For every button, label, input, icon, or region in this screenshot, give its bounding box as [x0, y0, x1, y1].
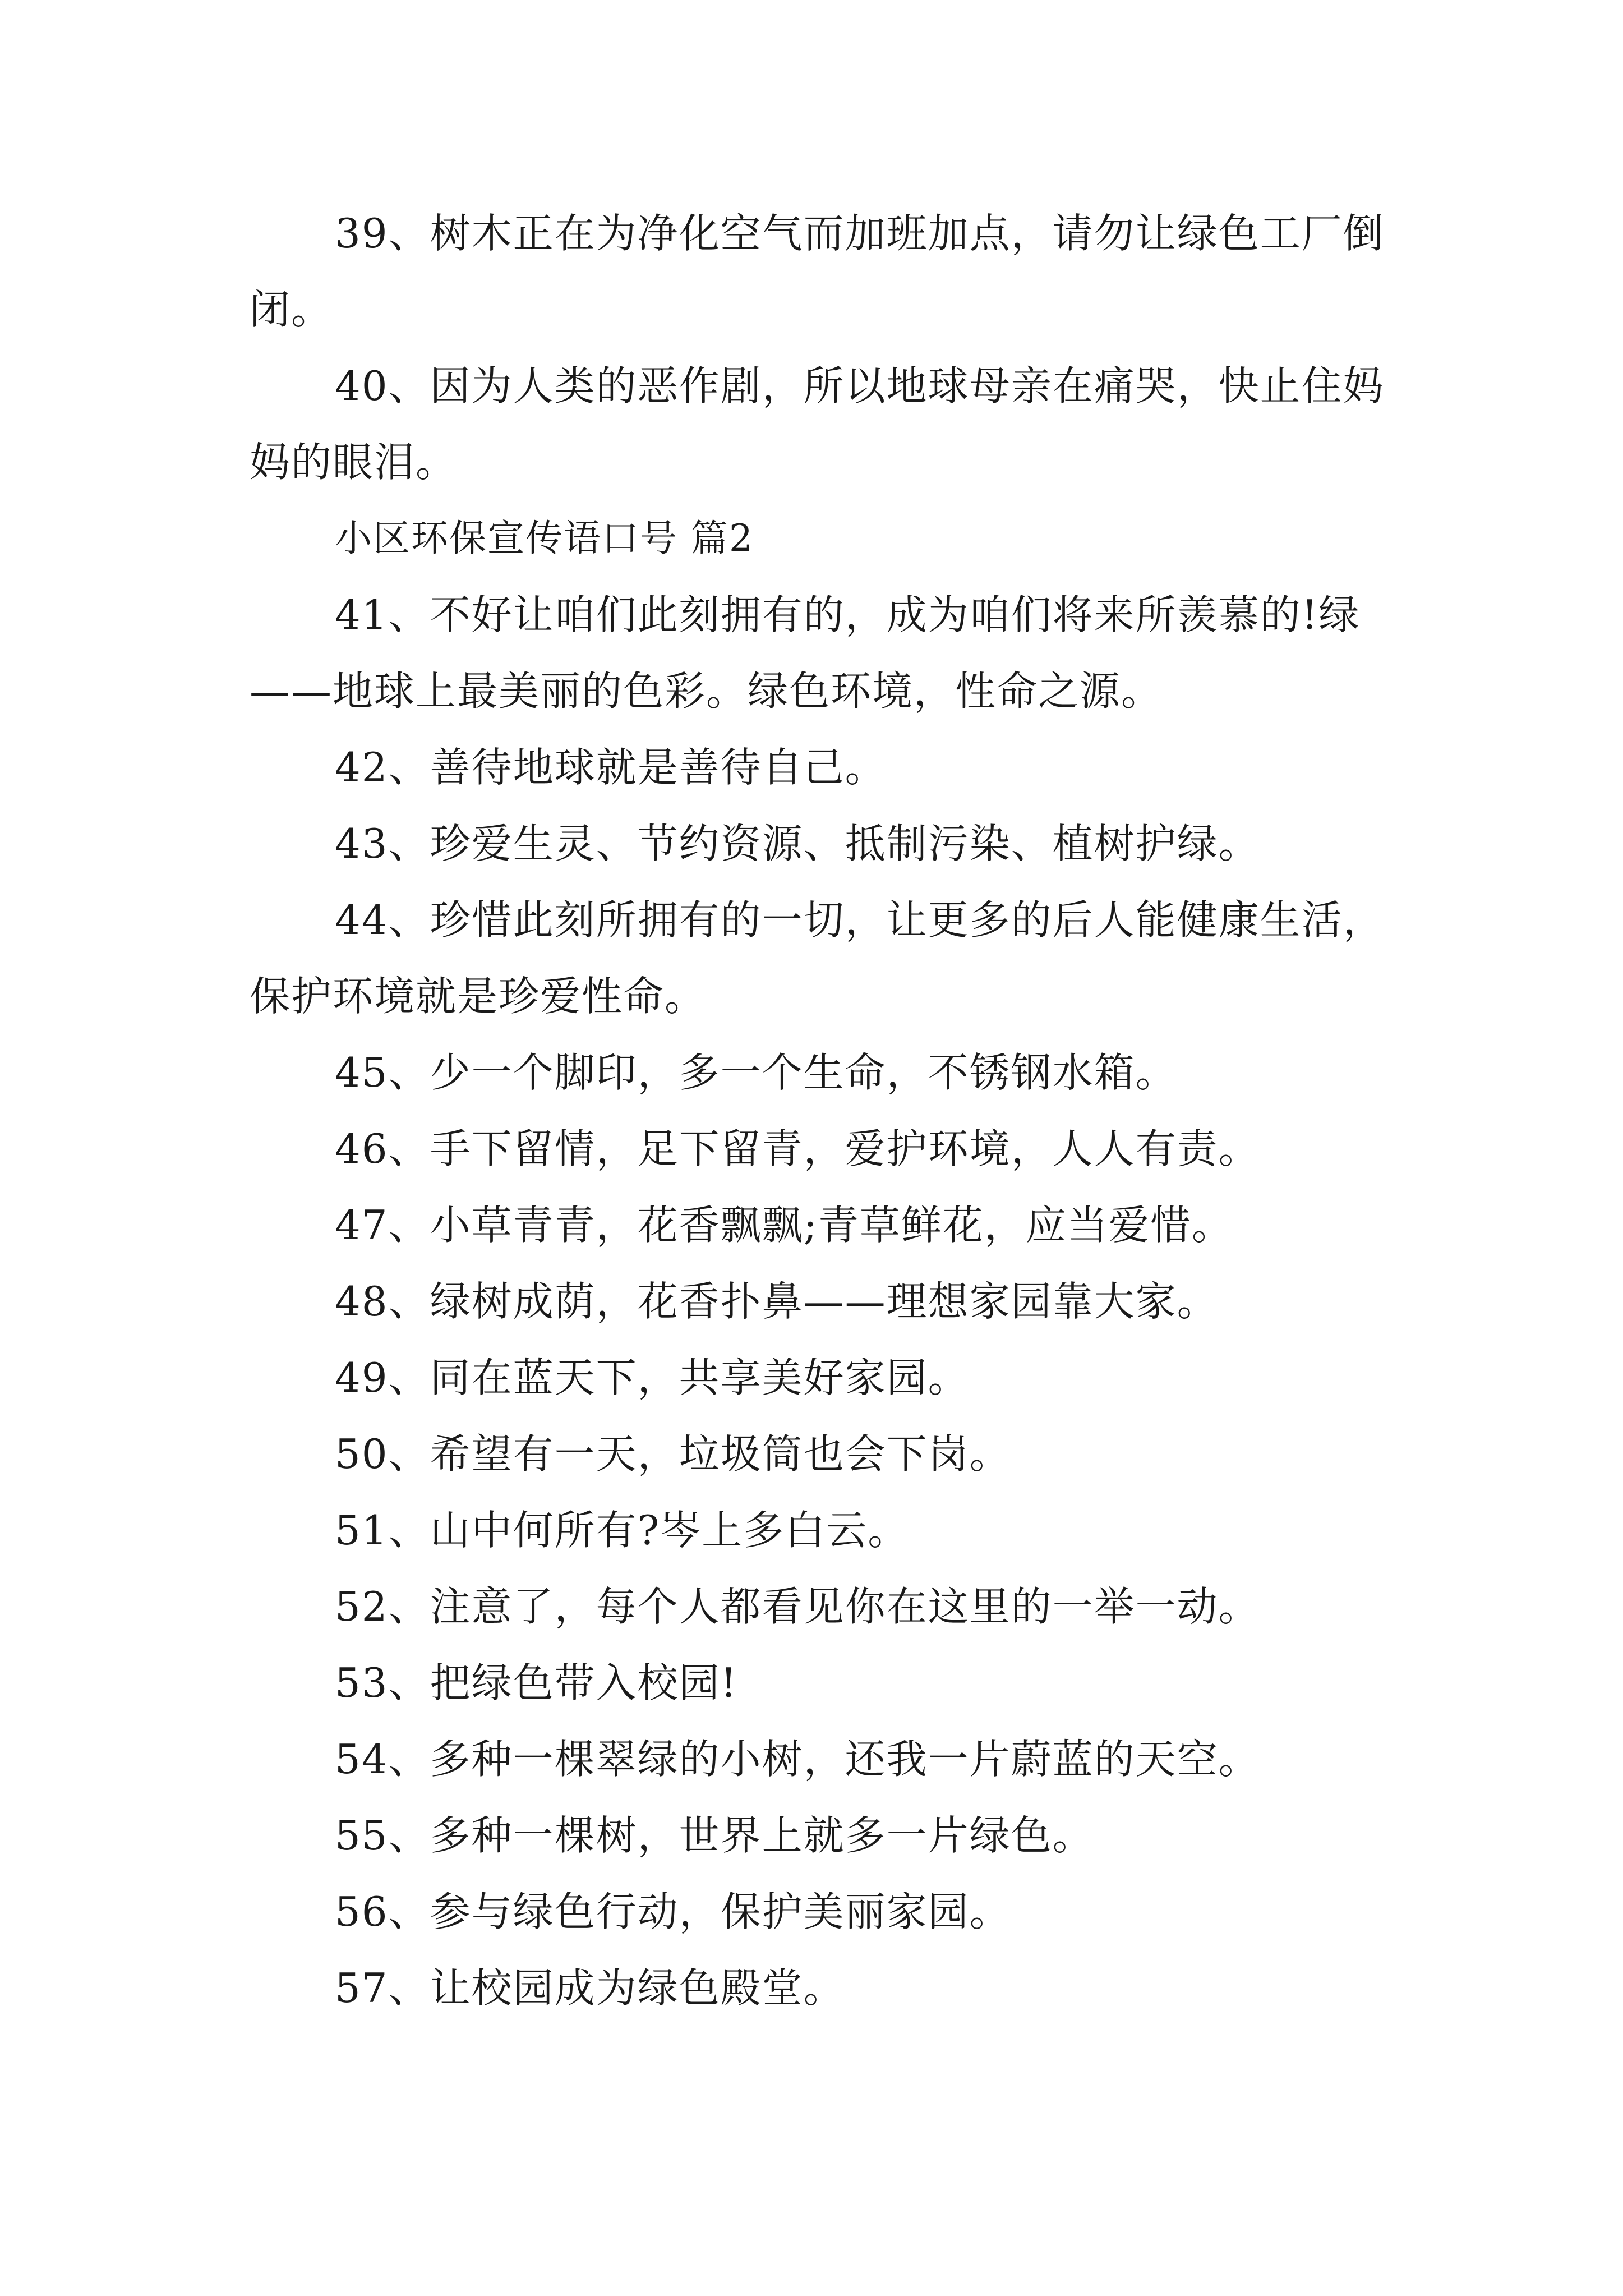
- slogan-55: 55、多种一棵树，世界上就多一片绿色。: [335, 1812, 1094, 1859]
- section-heading: 小区环保宣传语口号 篇2: [335, 517, 754, 560]
- document-body: [250, 195, 1405, 2026]
- slogan-49: 49、同在蓝天下，共享美好家园。: [335, 1354, 970, 1401]
- slogan-54: 54、多种一棵翠绿的小树，还我一片蔚蓝的天空。: [335, 1736, 1260, 1783]
- slogan-40: 40、因为人类的恶作剧，所以地球母亲在痛哭，快止住妈妈的眼泪。: [250, 362, 1385, 486]
- slogan-53: 53、把绿色带入校园!: [335, 1659, 738, 1706]
- slogan-44: 44、珍惜此刻所拥有的一切，让更多的后人能健康生活，保护环境就是珍爱性命。: [250, 896, 1385, 1020]
- slogan-43: 43、珍爱生灵、节约资源、抵制污染、植树护绿。: [335, 820, 1260, 867]
- slogan-51: 51、山中何所有?岑上多白云。: [335, 1507, 910, 1554]
- slogan-56: 56、参与绿色行动，保护美丽家园。: [335, 1888, 1011, 1935]
- slogan-48: 48、绿树成荫，花香扑鼻——理想家园靠大家。: [335, 1278, 1219, 1325]
- slogan-42: 42、善待地球就是善待自己。: [335, 744, 887, 791]
- slogan-45: 45、少一个脚印，多一个生命，不锈钢水箱。: [335, 1049, 1177, 1096]
- slogan-52: 52、注意了，每个人都看见你在这里的一举一动。: [335, 1583, 1260, 1630]
- slogan-47: 47、小草青青，花香飘飘;青草鲜花，应当爱惜。: [335, 1202, 1233, 1249]
- slogan-50: 50、希望有一天，垃圾筒也会下岗。: [335, 1430, 1011, 1478]
- slogan-41: 41、不好让咱们此刻拥有的，成为咱们将来所羡慕的!绿——地球上最美丽的色彩。绿色环境，性命之源。: [250, 591, 1361, 715]
- slogan-46: 46、手下留情，足下留青，爱护环境，人人有责。: [335, 1125, 1260, 1172]
- slogan-39: 39、树木正在为净化空气而加班加点，请勿让绿色工厂倒闭。: [250, 210, 1385, 333]
- slogan-57: 57、让校园成为绿色殿堂。: [335, 1964, 845, 2012]
